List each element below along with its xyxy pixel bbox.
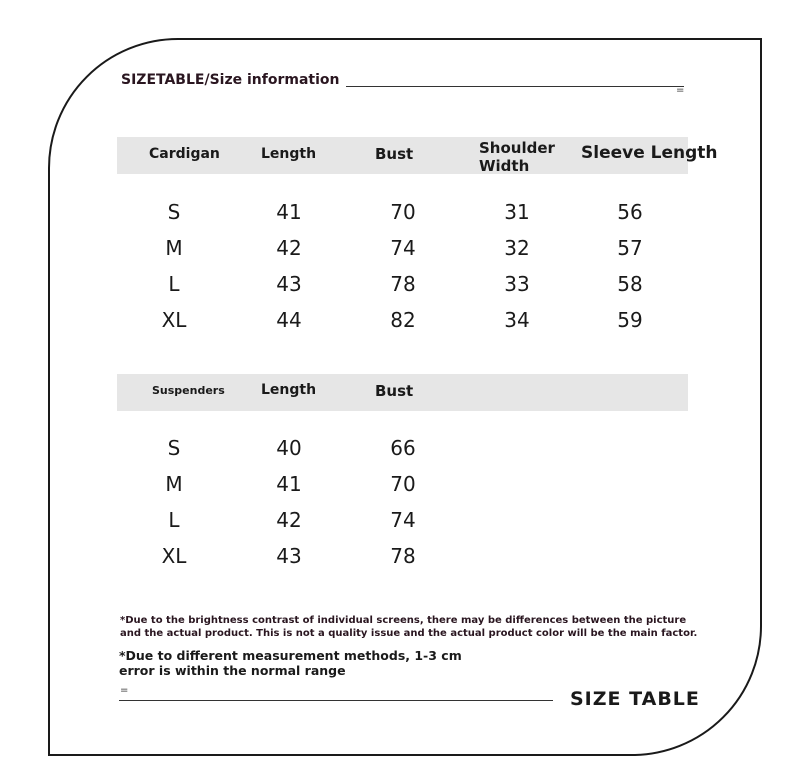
cardigan-table-cell: M [165, 236, 183, 260]
cardigan-table-cell: 44 [276, 308, 302, 332]
suspenders-table-cell: 78 [390, 544, 416, 568]
suspenders-table-cell: 41 [276, 472, 302, 496]
brightness-note: *Due to the brightness contrast of individual screens, there may be differences between the picture and the actual product. This is not a quality issue and the actual product color will be the main factor. [120, 615, 698, 639]
footer-mark: = [120, 685, 129, 696]
cardigan-table-cell: 34 [504, 308, 530, 332]
title-mark: = [676, 85, 685, 96]
suspenders-table-cell: 70 [390, 472, 416, 496]
suspenders-table-cell: S [167, 436, 181, 460]
suspenders-col-length: Length [261, 382, 317, 398]
suspenders-table-cell: 66 [390, 436, 416, 460]
cardigan-table-cell: S [167, 200, 181, 224]
cardigan-table-cell: L [168, 272, 180, 296]
page-title: SIZETABLE/Size information [121, 72, 340, 88]
measurement-note: *Due to different measurement methods, 1-3 cm error is within the normal range [119, 648, 462, 678]
cardigan-table-cell: 41 [276, 200, 302, 224]
suspenders-table-cell: 43 [276, 544, 302, 568]
cardigan-table-cell: 70 [390, 200, 416, 224]
cardigan-table-cell: 56 [617, 200, 643, 224]
suspenders-table-cell: 42 [276, 508, 302, 532]
cardigan-table-cell: 78 [390, 272, 416, 296]
cardigan-col-bust: Bust [375, 145, 414, 163]
cardigan-col-shoulder-line2: Width [479, 157, 530, 175]
footer-divider [119, 700, 553, 701]
suspenders-table-cell: 74 [390, 508, 416, 532]
suspenders-table-cell: L [168, 508, 180, 532]
cardigan-col-sleeve: Sleeve Length [581, 143, 718, 163]
cardigan-col-length: Length [261, 146, 317, 162]
suspenders-col-bust: Bust [375, 382, 414, 400]
cardigan-table-cell: XL [161, 308, 187, 332]
cardigan-col-name: Cardigan [149, 146, 220, 162]
suspenders-table-cell: 40 [276, 436, 302, 460]
cardigan-table-cell: 59 [617, 308, 643, 332]
cardigan-table-cell: 33 [504, 272, 530, 296]
footer-title: SIZE TABLE [570, 688, 700, 710]
cardigan-table-cell: 74 [390, 236, 416, 260]
cardigan-col-shoulder-line1: Shoulder [479, 139, 555, 157]
suspenders-col-name: Suspenders [152, 384, 225, 397]
cardigan-table-cell: 43 [276, 272, 302, 296]
suspenders-table-cell: M [165, 472, 183, 496]
cardigan-table-cell: 31 [504, 200, 530, 224]
suspenders-table-cell: XL [161, 544, 187, 568]
cardigan-table-cell: 58 [617, 272, 643, 296]
cardigan-col-shoulder [479, 139, 555, 175]
cardigan-table-cell: 42 [276, 236, 302, 260]
cardigan-table-cell: 32 [504, 236, 530, 260]
title-divider [346, 86, 684, 87]
cardigan-table-cell: 82 [390, 308, 416, 332]
cardigan-table-cell: 57 [617, 236, 643, 260]
